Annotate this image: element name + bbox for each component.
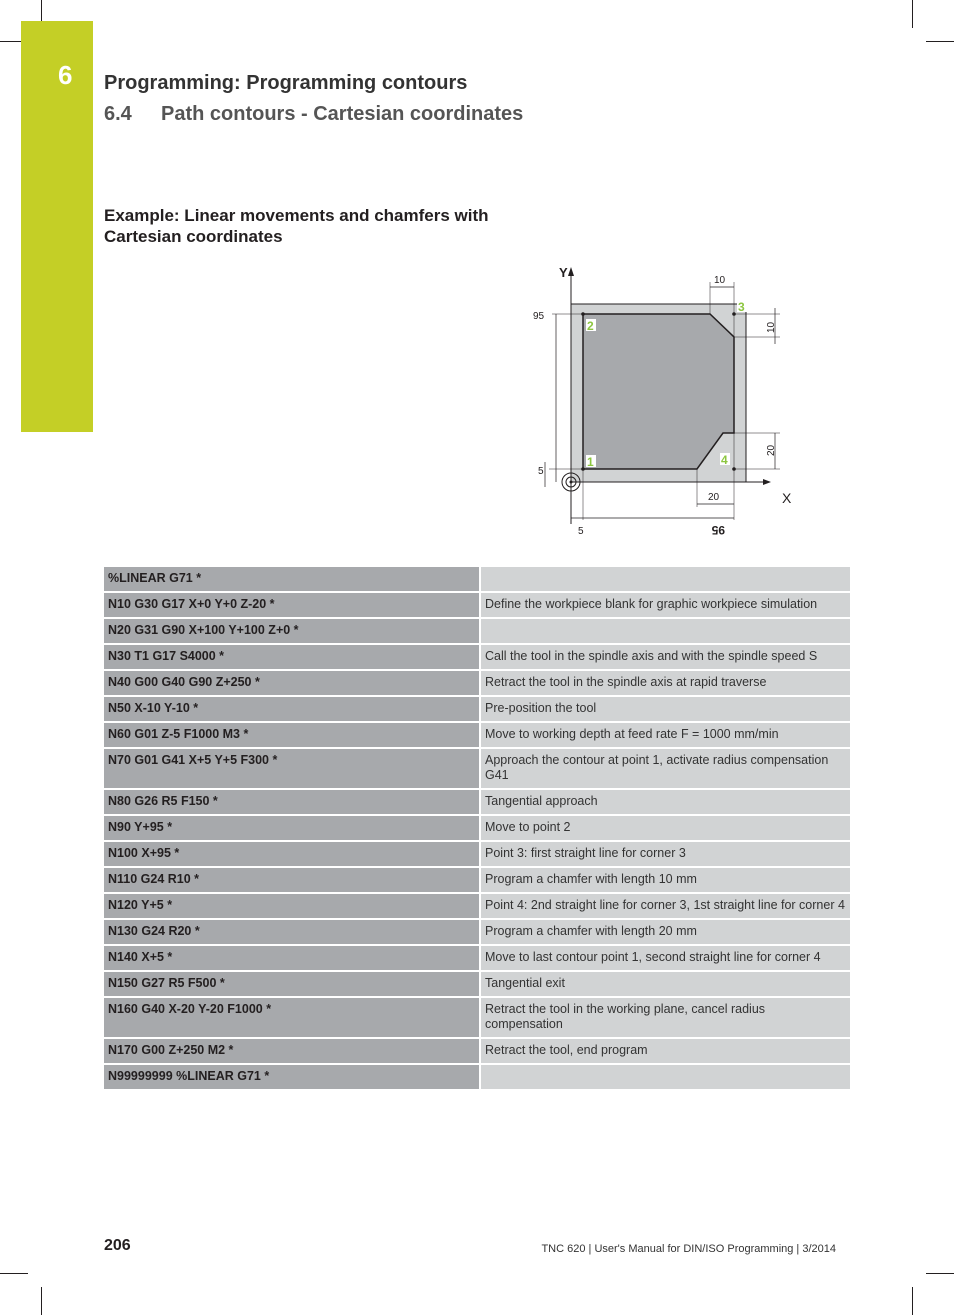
- nc-code: N160 G40 X-20 Y-20 F1000 *: [104, 997, 480, 1038]
- program-row: [104, 815, 850, 841]
- nc-description: Define the workpiece blank for graphic workpiece simulation: [480, 592, 850, 618]
- nc-description: Tangential approach: [480, 789, 850, 815]
- example-title: Example: Linear movements and chamfers with Cartesian coordinates: [104, 206, 489, 246]
- chapter-tab: [21, 21, 93, 432]
- program-row: [104, 618, 850, 644]
- point-label-1: 1: [587, 455, 594, 469]
- nc-description: Tangential exit: [480, 971, 850, 997]
- crop-mark: [926, 1273, 954, 1274]
- crop-mark: [912, 1287, 913, 1315]
- nc-description: [480, 567, 850, 592]
- y-axis-arrow: [568, 267, 574, 276]
- program-table: [104, 567, 850, 1091]
- nc-description: [480, 618, 850, 644]
- point-marker-1: [581, 467, 585, 471]
- nc-code: N10 G30 G17 X+0 Y+0 Z-20 *: [104, 592, 480, 618]
- point-label-3: 3: [738, 300, 745, 314]
- program-row: [104, 670, 850, 696]
- program-row: [104, 722, 850, 748]
- nc-code: N30 T1 G17 S4000 *: [104, 644, 480, 670]
- nc-code: N60 G01 Z-5 F1000 M3 *: [104, 722, 480, 748]
- crop-mark: [0, 1273, 28, 1274]
- nc-code: N110 G24 R10 *: [104, 867, 480, 893]
- footer-text: TNC 620 | User's Manual for DIN/ISO Programming | 3/2014: [541, 1243, 836, 1255]
- contour-shape: [583, 314, 734, 469]
- program-row: [104, 997, 850, 1038]
- nc-code: N99999999 %LINEAR G71 *: [104, 1064, 480, 1090]
- crop-mark: [926, 41, 954, 42]
- nc-description: Program a chamfer with length 10 mm: [480, 867, 850, 893]
- point-marker-2: [581, 312, 585, 316]
- nc-description: Retract the tool, end program: [480, 1038, 850, 1064]
- dim-label-95-x: 95: [711, 523, 725, 537]
- nc-code: N170 G00 Z+250 M2 *: [104, 1038, 480, 1064]
- nc-code: N20 G31 G90 X+100 Y+100 Z+0 *: [104, 618, 480, 644]
- crop-mark: [912, 0, 913, 28]
- dim-label-20-bottom: 20: [708, 492, 720, 503]
- nc-description: Move to last contour point 1, second straight line for corner 4: [480, 945, 850, 971]
- nc-description: [480, 1064, 850, 1090]
- program-row: [104, 1038, 850, 1064]
- nc-code: %LINEAR G71 *: [104, 567, 480, 592]
- dim-label-10-right: 10: [766, 321, 777, 333]
- dim-label-10-top: 10: [714, 275, 726, 286]
- program-row: [104, 1064, 850, 1090]
- nc-code: N140 X+5 *: [104, 945, 480, 971]
- section-title: Path contours - Cartesian coordinates: [161, 103, 524, 125]
- nc-code: N150 G27 R5 F500 *: [104, 971, 480, 997]
- point-label-2: 2: [587, 319, 594, 333]
- program-row: [104, 789, 850, 815]
- x-axis-arrow: [763, 479, 771, 485]
- dim-label-20-right: 20: [766, 444, 777, 456]
- nc-description: Pre-position the tool: [480, 696, 850, 722]
- chapter-title: Programming: Programming contours: [104, 72, 468, 94]
- nc-code: N130 G24 R20 *: [104, 919, 480, 945]
- nc-code: N70 G01 G41 X+5 Y+5 F300 *: [104, 748, 480, 789]
- section-number: 6.4: [104, 103, 132, 125]
- point-marker-3: [732, 312, 736, 316]
- dim-label-95: 95: [533, 311, 545, 322]
- origin-dot: [570, 481, 573, 484]
- nc-description: Point 4: 2nd straight line for corner 3, 1st straight line for corner 4: [480, 893, 850, 919]
- nc-description: Call the tool in the spindle axis and with the spindle speed S: [480, 644, 850, 670]
- page-number: 206: [104, 1237, 131, 1254]
- nc-description: Retract the tool in the spindle axis at rapid traverse: [480, 670, 850, 696]
- dim-label-5-x: 5: [578, 526, 584, 537]
- program-row: [104, 919, 850, 945]
- program-row: [104, 945, 850, 971]
- dim-label-5-y: 5: [538, 466, 544, 477]
- chapter-number: 6: [58, 60, 73, 90]
- program-row: [104, 841, 850, 867]
- nc-code: N40 G00 G40 G90 Z+250 *: [104, 670, 480, 696]
- nc-description: Retract the tool in the working plane, cancel radius compensation: [480, 997, 850, 1038]
- nc-description: Point 3: first straight line for corner 3: [480, 841, 850, 867]
- nc-code: N80 G26 R5 F150 *: [104, 789, 480, 815]
- nc-code: N50 X-10 Y-10 *: [104, 696, 480, 722]
- nc-description: Move to working depth at feed rate F = 1000 mm/min: [480, 722, 850, 748]
- y-axis-label: Y: [559, 265, 568, 280]
- nc-code: N120 Y+5 *: [104, 893, 480, 919]
- nc-code: N90 Y+95 *: [104, 815, 480, 841]
- program-row: [104, 748, 850, 789]
- nc-description: Program a chamfer with length 20 mm: [480, 919, 850, 945]
- contour-diagram: [525, 262, 795, 542]
- point-marker-4: [732, 467, 736, 471]
- program-row: [104, 567, 850, 592]
- nc-description: Move to point 2: [480, 815, 850, 841]
- program-row: [104, 592, 850, 618]
- program-row: [104, 971, 850, 997]
- point-label-4: 4: [721, 453, 728, 467]
- program-row: [104, 696, 850, 722]
- crop-mark: [41, 1287, 42, 1315]
- program-row: [104, 644, 850, 670]
- program-row: [104, 867, 850, 893]
- nc-code: N100 X+95 *: [104, 841, 480, 867]
- program-row: [104, 893, 850, 919]
- nc-description: Approach the contour at point 1, activate radius compensation G41: [480, 748, 850, 789]
- x-axis-label: X: [782, 490, 792, 506]
